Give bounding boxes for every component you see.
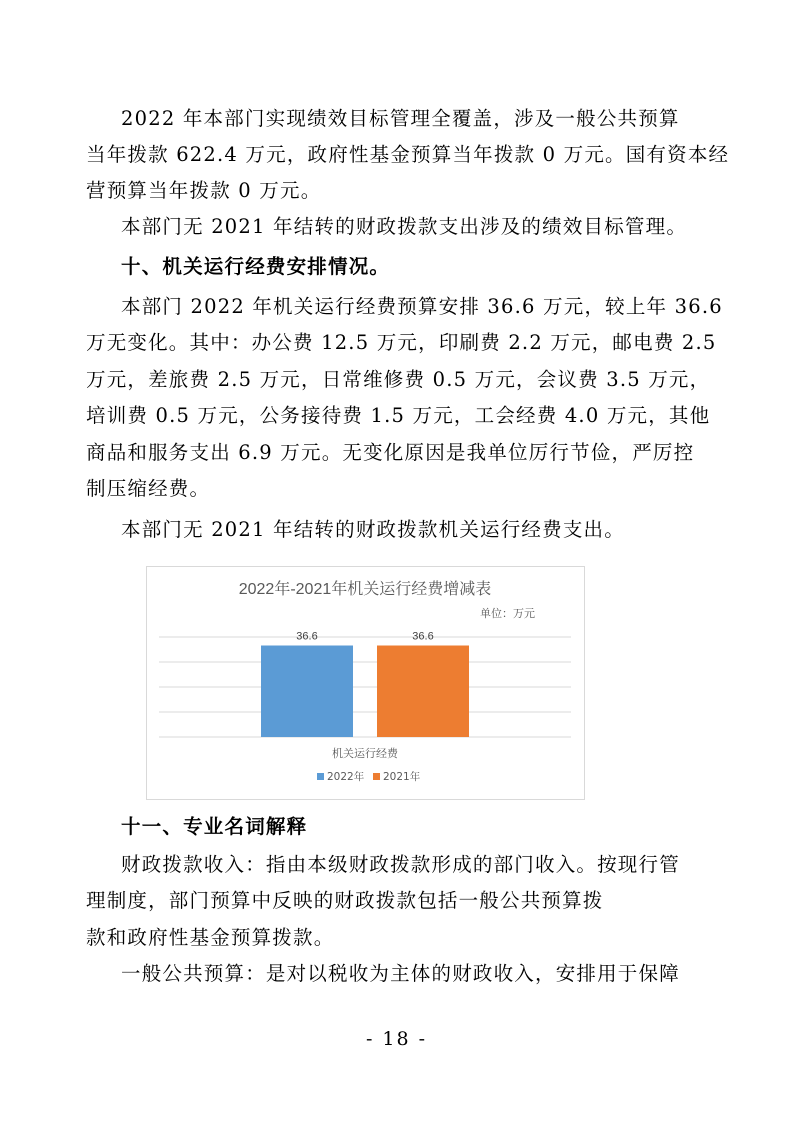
chart-canvas [147,567,584,799]
paragraph-line: 营预算当年拨款 0 万元。 [86,179,322,202]
chart-gridlines [159,637,571,737]
bar-chart [146,566,585,800]
section-heading: 十一、专业名词解释 [121,815,308,838]
paragraph-line: 款和政府性基金预算拨款。 [86,926,335,949]
paragraph-line: 万无变化。其中：办公费 12.5 万元，印刷费 2.2 万元，邮电费 2.5 [86,331,717,354]
paragraph-line: 当年拨款 622.4 万元，政府性基金预算当年拨款 0 万元。国有资本经 [86,143,730,166]
paragraph-line: 商品和服务支出 6.9 万元。无变化原因是我单位厉行节俭，严厉控 [86,441,695,464]
data-label: 36.6 [412,630,434,643]
paragraph-line: 制压缩经费。 [86,477,211,500]
paragraph-line: 2022 年本部门实现绩效目标管理全覆盖，涉及一般公共预算 [121,107,680,130]
paragraph-line: 本部门无 2021 年结转的财政拨款机关运行经费支出。 [121,518,625,541]
section-heading: 十、机关运行经费安排情况。 [121,255,391,278]
chart-legend [317,770,421,783]
chart-bars [261,646,469,738]
paragraph-line: 本部门 2022 年机关运行经费预算安排 36.6 万元，较上年 36.6 [121,295,723,318]
category-label: 机关运行经费 [332,747,398,760]
paragraph-line: 财政拨款收入：指由本级财政拨款形成的部门收入。按现行管 [121,853,680,876]
legend-swatch [373,773,380,780]
bar-2021年 [377,646,469,738]
chart-unit-note: 单位：万元 [480,607,535,620]
paragraph-line: 一般公共预算：是对以税收为主体的财政收入，安排用于保障 [121,962,680,985]
bar-2022年 [261,646,353,738]
paragraph-line: 本部门无 2021 年结转的财政拨款支出涉及的绩效目标管理。 [121,215,688,238]
paragraph-line: 万元，差旅费 2.5 万元，日常维修费 0.5 万元，会议费 3.5 万元， [86,368,711,391]
chart-title: 2022年-2021年机关运行经费增减表 [238,581,492,598]
page-number: - 18 - [365,1028,428,1050]
legend-label: 2022年 [327,771,365,783]
data-label: 36.6 [296,630,318,643]
paragraph-line: 培训费 0.5 万元，公务接待费 1.5 万元，工会经费 4.0 万元，其他 [86,404,711,427]
paragraph-line: 理制度，部门预算中反映的财政拨款包括一般公共预算拨 [86,889,604,912]
legend-swatch [317,773,324,780]
legend-label: 2021年 [383,771,421,783]
